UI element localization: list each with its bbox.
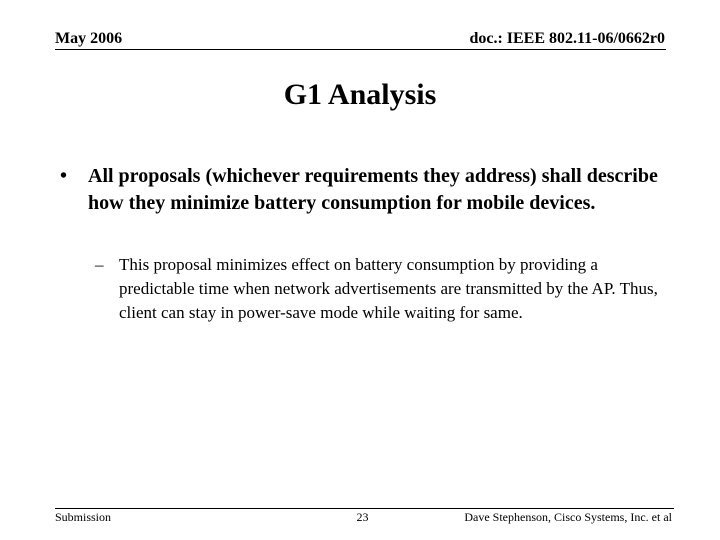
sub-bullet-mark: – [95,255,104,274]
footer-author: Dave Stephenson, Cisco Systems, Inc. et al [464,510,672,524]
header-doc-id: doc.: IEEE 802.11-06/0662r0 [469,30,665,47]
sub-bullet-text: This proposal minimizes effect on battery consumption by providing a predictable time when network advertisements are transmitted by the AP. Thus, client can stay in power-save mode while waiting for same. [119,255,658,322]
sub-bullet-item [95,253,670,325]
footer-submission: Submission [55,510,112,524]
bullet-text: All proposals (whichever requirements they address) shall describe how they minimize battery consumption for mobile devices. [88,165,658,214]
header-date: May 2006 [55,30,123,47]
slide-title: G1 Analysis [283,78,437,111]
bullet-item [60,163,680,217]
footer-divider [55,508,674,509]
bullet-mark: • [60,165,68,187]
footer-page-number: 23 [356,510,369,524]
header-divider [55,49,666,50]
